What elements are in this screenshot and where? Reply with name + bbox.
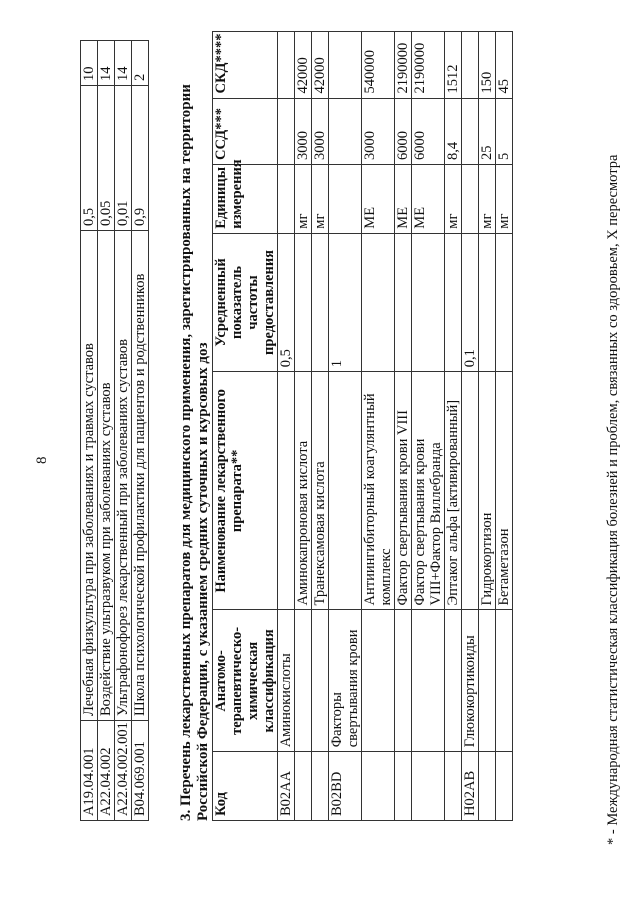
service-frequency: 0,5 (81, 86, 98, 231)
services-table (80, 40, 149, 821)
header-atc: Анатомо-терапевтическо-химическая классификация (213, 610, 278, 752)
drug-code (412, 752, 445, 821)
service-name: Школа психологической профилактики для пациентов и родственников (132, 231, 149, 721)
drug-name (278, 372, 295, 610)
header-frequency: Усредненный показатель частоты предоставления (213, 233, 278, 372)
service-code: A22.04.002.001 (115, 721, 132, 821)
drug-frequency: 1 (329, 233, 362, 372)
service-frequency: 0,05 (98, 86, 115, 231)
service-code: A22.04.002 (98, 721, 115, 821)
drug-ssd: 3000 (295, 98, 312, 164)
service-multiplicity: 10 (81, 41, 98, 86)
table-row (115, 41, 132, 821)
service-multiplicity: 14 (98, 41, 115, 86)
drug-name (329, 372, 362, 610)
drug-name: Аминокапроновая кислота (295, 372, 312, 610)
service-name: Воздействие ультразвуком при заболеваниях суставов (98, 231, 115, 721)
drug-frequency (362, 233, 395, 372)
drug-ssd: 8,4 (445, 98, 462, 164)
header-drug-name: Наименование лекарственного препарата** (213, 372, 278, 610)
drug-frequency: 0,1 (462, 233, 479, 372)
service-multiplicity: 2 (132, 41, 149, 86)
header-skd: СКД**** (213, 32, 278, 99)
table-row (412, 32, 445, 821)
drug-ssd (278, 98, 295, 164)
table-row (395, 32, 412, 821)
table-row (295, 32, 312, 821)
drug-unit: мг (295, 165, 312, 234)
drug-name: Бетаметазон (496, 372, 513, 610)
drug-frequency (496, 233, 513, 372)
table-row (479, 32, 496, 821)
table-row (278, 32, 295, 821)
drug-atc-class: Факторы свертывания крови (329, 610, 362, 752)
table-row (81, 41, 98, 821)
drug-skd: 1512 (445, 32, 462, 99)
drug-atc-class (412, 610, 445, 752)
table-row (496, 32, 513, 821)
header-ssd: ССД*** (213, 98, 278, 164)
service-code: A19.04.001 (81, 721, 98, 821)
table-row (312, 32, 329, 821)
service-frequency: 0,9 (132, 86, 149, 231)
drug-table (212, 31, 513, 821)
drug-ssd: 5 (496, 98, 513, 164)
drug-atc-class (479, 610, 496, 752)
drug-code: B02AA (278, 752, 295, 821)
drug-skd (278, 32, 295, 99)
drug-table-body (278, 32, 513, 821)
drug-name: Транексамовая кислота (312, 372, 329, 610)
drug-atc-class: Аминокислоты (278, 610, 295, 752)
drug-name: Эптаког альфа [активированный] (445, 372, 462, 610)
drug-frequency (295, 233, 312, 372)
drug-ssd (329, 98, 362, 164)
drug-skd (462, 32, 479, 99)
drug-skd: 45 (496, 32, 513, 99)
section-title: 3. Перечень лекарственных препаратов для медицинского применения, зарегистрированных на территории Российской Федерации, с указанием средних суточных и курсовых доз (178, 84, 211, 821)
table-row (462, 32, 479, 821)
table-header-row (213, 32, 278, 821)
drug-ssd (462, 98, 479, 164)
drug-name: Антиингибиторный коагулянтный комплекс (362, 372, 395, 610)
drug-frequency: 0,5 (278, 233, 295, 372)
header-unit: Единицы измерения (213, 165, 278, 234)
drug-atc-class (362, 610, 395, 752)
drug-unit: МЕ (412, 165, 445, 234)
drug-name: Фактор свертывания крови VIII (395, 372, 412, 610)
drug-atc-class (395, 610, 412, 752)
drug-frequency (312, 233, 329, 372)
drug-frequency (395, 233, 412, 372)
drug-unit: мг (445, 165, 462, 234)
drug-code (479, 752, 496, 821)
drug-code (496, 752, 513, 821)
drug-unit (462, 165, 479, 234)
drug-ssd: 3000 (362, 98, 395, 164)
page-number: 8 (34, 456, 50, 464)
drug-code (295, 752, 312, 821)
drug-code (445, 752, 462, 821)
drug-atc-class (496, 610, 513, 752)
drug-skd: 2190000 (412, 32, 445, 99)
drug-frequency (479, 233, 496, 372)
drug-unit: мг (496, 165, 513, 234)
drug-code (362, 752, 395, 821)
drug-ssd: 6000 (412, 98, 445, 164)
drug-skd: 42000 (312, 32, 329, 99)
drug-ssd: 6000 (395, 98, 412, 164)
service-frequency: 0,01 (115, 86, 132, 231)
drug-unit (329, 165, 362, 234)
drug-unit: мг (479, 165, 496, 234)
drug-atc-class: Глюкокортикоиды (462, 610, 479, 752)
footnote: * - Международная статистическая классификация болезней и проблем, связанных со здоровьем, X пересмотра (605, 154, 621, 845)
service-multiplicity: 14 (115, 41, 132, 86)
drug-unit: МЕ (362, 165, 395, 234)
drug-unit (278, 165, 295, 234)
drug-skd: 42000 (295, 32, 312, 99)
drug-name: Фактор свертывания крови VIII+Фактор Виллебранда (412, 372, 445, 610)
drug-unit: МЕ (395, 165, 412, 234)
drug-name: Гидрокортизон (479, 372, 496, 610)
drug-ssd: 25 (479, 98, 496, 164)
drug-frequency (445, 233, 462, 372)
service-name: Ультрафонофорез лекарственный при заболеваниях суставов (115, 231, 132, 721)
drug-skd (329, 32, 362, 99)
drug-code: B02BD (329, 752, 362, 821)
table-row (329, 32, 362, 821)
header-code: Код (213, 752, 278, 821)
drug-atc-class (445, 610, 462, 752)
drug-frequency (412, 233, 445, 372)
drug-atc-class (295, 610, 312, 752)
service-code: B04.069.001 (132, 721, 149, 821)
drug-ssd: 3000 (312, 98, 329, 164)
drug-skd: 540000 (362, 32, 395, 99)
table-row (132, 41, 149, 821)
table-row (98, 41, 115, 821)
table-row (362, 32, 395, 821)
drug-code: H02AB (462, 752, 479, 821)
drug-skd: 2190000 (395, 32, 412, 99)
drug-code (395, 752, 412, 821)
drug-atc-class (312, 610, 329, 752)
service-name: Лечебная физкультура при заболеваниях и травмах суставов (81, 231, 98, 721)
drug-code (312, 752, 329, 821)
table-row (445, 32, 462, 821)
drug-name (462, 372, 479, 610)
drug-unit: мг (312, 165, 329, 234)
drug-skd: 150 (479, 32, 496, 99)
